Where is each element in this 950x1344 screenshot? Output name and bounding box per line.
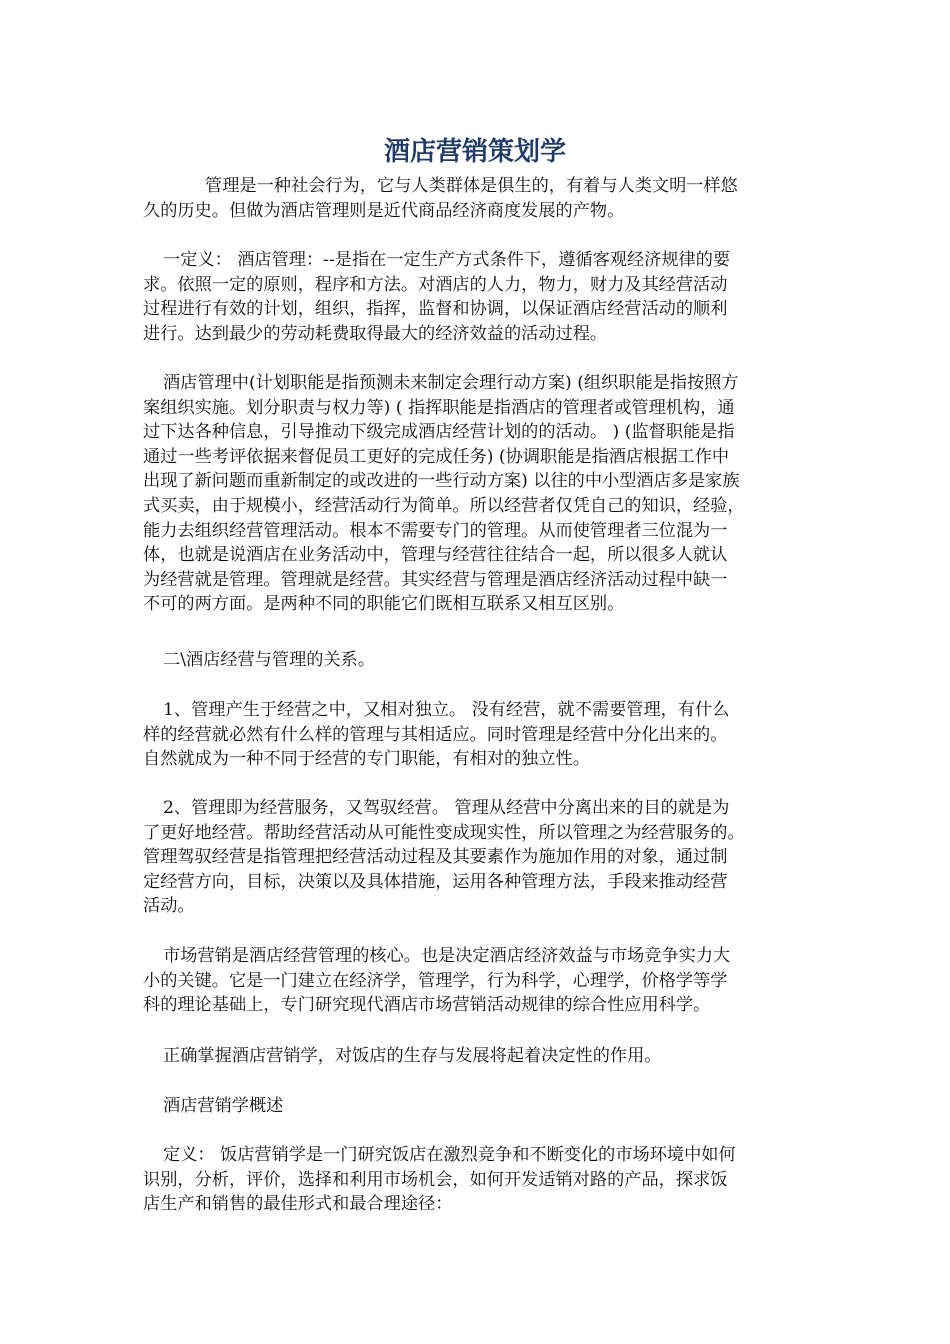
text-line: 过下达各种信息，引导推动下级完成酒店经营计划的的活动。 ) (监督职能是指 (143, 422, 735, 443)
paragraph-point-1 (143, 698, 811, 772)
text-line: 了更好地经营。帮助经营活动从可能性变成现实性，所以管理之为经营服务的。 (143, 822, 745, 843)
text-line: 久的历史。但做为酒店管理则是近代商品经济商度发展的产物。 (143, 200, 625, 221)
text-line: 不可的两方面。是两种不同的职能它们既相互联系又相互区别。 (143, 594, 625, 615)
text-line: 为经营就是管理。管理就是经营。其实经营与管理是酒店经济活动过程中缺一 (143, 569, 728, 590)
text-line: 式买卖，由于规模小，经营活动行为简单。所以经营者仅凭自己的知识，经验， (143, 495, 745, 516)
text-line: 自然就成为一种不同于经营的专门职能，有相对的独立性。 (143, 749, 590, 770)
text-line: 二\酒店经营与管理的关系。 (163, 650, 376, 670)
paragraph-management-functions (143, 371, 811, 617)
text-line: 进行。达到最少的劳动耗费取得最大的经济效益的活动过程。 (143, 323, 608, 344)
section-heading-relationship (143, 648, 811, 673)
section-heading-overview (143, 1094, 811, 1119)
text-line: 一定义： 酒店管理：--是指在一定生产方式条件下，遵循客观经济规律的要 (163, 250, 731, 270)
text-line: 市场营销是酒店经营管理的核心。也是决定酒店经济效益与市场竞争实力大 (163, 946, 731, 966)
text-line: 1、管理产生于经营之中，又相对独立。 没有经营，就不需要管理，有什么 (163, 700, 730, 720)
text-line: 出现了新问题而重新制定的或改进的一些行动方案) 以往的中小型酒店多是家族 (143, 471, 740, 492)
text-line: 识别，分析，评价，选择和利用市场机会，如何开发适销对路的产品，探求饭 (143, 1169, 728, 1190)
text-line: 管理是一种社会行为，它与人类群体是俱生的，有着与人类文明一样悠 (205, 176, 738, 196)
text-line: 管理驾驭经营是指管理把经营活动过程及其要素作为施加作用的对象，通过制 (143, 847, 728, 868)
text-line: 求。依照一定的原则，程序和方法。对酒店的人力，物力，财力及其经营活动 (143, 274, 728, 295)
text-line: 店生产和销售的最佳形式和最合理途径： (143, 1194, 453, 1215)
text-line: 能力去组织经营管理活动。根本不需要专门的管理。从而使管理者三位混为一 (143, 520, 728, 541)
text-line: 活动。 (143, 896, 195, 917)
paragraph-point-2 (143, 796, 811, 919)
text-line: 样的经营就必然有什么样的管理与其相适应。同时管理是经营中分化出来的。 (143, 724, 728, 745)
text-line: 小的关键。它是一门建立在经济学，管理学，行为科学，心理学，价格学等学 (143, 970, 728, 991)
text-line: 通过一些考评依据来督促员工更好的完成任务) (协调职能是指酒店根据工作中 (143, 446, 730, 467)
paragraph-definition (143, 248, 811, 346)
text-line: 2、管理即为经营服务，又驾驭经营。 管理从经营中分离出来的目的就是为 (163, 798, 730, 818)
paragraph-marketing-core (143, 944, 811, 1018)
text-line: 定经营方向，目标，决策以及具体措施，运用各种管理方法，手段来推动经营 (143, 871, 728, 892)
text-line: 体，也就是说酒店在业务活动中，管理与经营往往结合一起，所以很多人就认 (143, 545, 728, 566)
text-line: 科的理论基础上，专门研究现代酒店市场营销活动规律的综合性应用科学。 (143, 995, 711, 1016)
text-line: 酒店营销学概述 (163, 1096, 284, 1116)
text-line: 定义： 饭店营销学是一门研究饭店在激烈竞争和不断变化的市场环境中如何 (163, 1145, 736, 1165)
text-line: 正确掌握酒店营销学，对饭店的生存与发展将起着决定性的作用。 (163, 1046, 662, 1066)
text-line: 酒店管理中(计划职能是指预测未来制定会理行动方案) (组织职能是指按照方 (163, 373, 739, 393)
paragraph-marketing-definition (143, 1143, 811, 1217)
text-line: 案组织实施。划分职责与权力等) ( 指挥职能是指酒店的管理者或管理机构，通 (143, 397, 735, 418)
document-title: 酒店营销策划学 (383, 137, 566, 167)
paragraph-intro (143, 174, 811, 223)
paragraph-importance (143, 1044, 811, 1069)
text-line: 过程进行有效的计划，组织，指挥，监督和协调，以保证酒店经营活动的顺利 (143, 299, 728, 320)
